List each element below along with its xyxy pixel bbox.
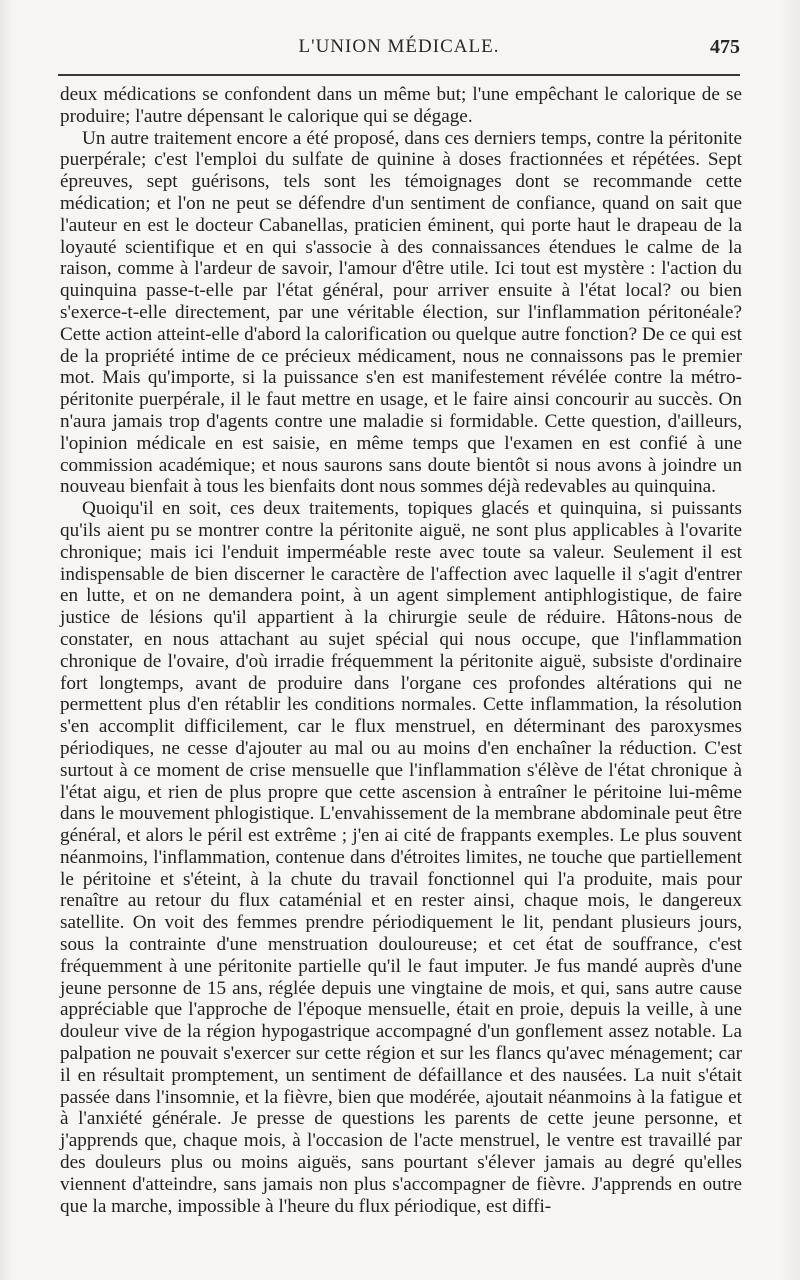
running-title: L'UNION MÉDICALE. — [298, 36, 500, 57]
page-header — [58, 36, 740, 68]
page-number: 475 — [710, 36, 740, 58]
body-text — [60, 84, 742, 1217]
paragraph-continuation: deux médications se confondent dans un même but; l'une empêchant le calorique de se produire; l'autre dépensant le calorique qui se dégage. — [60, 84, 742, 127]
header-rule — [58, 74, 740, 76]
paragraph-quinine-treatment: Un autre traitement encore a été proposé, dans ces derniers temps, contre la péritonite puerpérale; c'est l'emploi du sulfate de quinine à doses fractionnées et répétées. Sept épreuves, sept guérisons, tels sont les témoignages dont se recommande cette médication; et l'on ne peut se défendre d'un sentiment de confiance, quand on sait que l'auteur en est le docteur Cabanellas, praticien éminent, qui porte haut le drapeau de la loyauté scientifique et en qui s'associe à des connaissances étendues le calme de la raison, comme à l'ardeur de savoir, l'amour d'être utile. Ici tout est mystère : l'action du quinquina passe-t-elle par l'état général, pour arriver ensuite à l'état local? ou bien s'exerce-t-elle directement, par une véritable élection, sur l'inflammation péritonéale? Cette action atteint-elle d'abord la calorification ou quelque autre fonction? De ce qui est de la propriété intime de ce précieux médicament, nous ne connaissons pas le premier mot. Mais qu'importe, si la puissance s'en est manifestement révélée contre la métro-péritonite puerpérale, il le faut mettre en usage, et le faire ainsi concourir au succès. On n'aura jamais trop d'agents contre une maladie si formidable. Cette question, d'ailleurs, l'opinion médicale en est saisie, en même temps que l'examen en est confié à une commission académique; et nous saurons sans doute bientôt si nous avons à joindre un nouveau bienfait à tous les bienfaits dont nous sommes déjà redevables au quinquina. — [60, 127, 742, 498]
paragraph-chronic-ovaritis: Quoiqu'il en soit, ces deux traitements, topiques glacés et quinquina, si puissants qu'ils aient pu se montrer contre la péritonite aiguë, ne sont plus applicables à l'ovarite chronique; mais ici l'enduit imperméable reste avec toute sa valeur. Seulement il est indispensable de bien discerner le caractère de l'affection avec laquelle il s'agit d'entrer en lutte, et on ne demandera point, à un agent simplement antiphlogistique, de faire justice de lésions qu'il appartient à la chirurgie seule de réduire. Hâtons-nous de constater, en nous attachant au sujet spécial qui nous occupe, que l'inflammation chronique de l'ovaire, d'où irradie fréquemment la péritonite aiguë, subsiste d'ordinaire fort longtemps, avant de produire dans l'organe ces profondes altérations qui ne permettent plus d'en rétablir les conditions normales. Cette inflammation, la résolution s'en accomplit difficilement, car le flux menstruel, en déterminant des paroxysmes périodiques, ne cesse d'ajouter au mal ou au moins d'en enchaîner la réduction. C'est surtout à ce moment de crise mensuelle que l'inflammation s'élève de l'état chronique à l'état aigu, et rien de plus propre que cette ascension à entraîner le péritoine lui-même dans le mouvement phlogistique. L'envahissement de la membrane abdominale peut être général, et alors le péril est extrême ; j'en ai cité de frappants exemples. Le plus souvent néanmoins, l'inflammation, contenue dans d'étroites limites, ne touche que partiellement le péritoine et s'éteint, à la chute du travail fonctionnel qui l'a produite, mais pour renaître au retour du flux cataménial et en rester ainsi, chaque mois, le dangereux satellite. On voit des femmes prendre périodiquement le lit, pendant plusieurs jours, sous la contrainte d'une menstruation douloureuse; et cet état de souffrance, c'est fréquemment à une péritonite partielle qu'il le faut imputer. Je fus mandé auprès d'une jeune personne de 15 ans, réglée depuis une vingtaine de mois, et qui, sans autre cause appréciable que l'approche de l'époque mensuelle, était en proie, depuis la veille, à une douleur vive de la région hypogastrique accompagné d'un gonflement assez notable. La palpation ne pouvait s'exercer sur cette région et sur les flancs qu'avec ménagement; car il en résultait promptement, un sentiment de défaillance et des nausées. La nuit s'était passée dans l'insomnie, et la fièvre, bien que modérée, ajoutait néanmoins à la fatigue et à l'anxiété générale. Je presse de questions les parents de cette jeune personne, et j'apprends que, chaque mois, à l'occasion de l'acte menstruel, le ventre est travaillé par des douleurs plus ou moins aiguës, sans pourtant s'élever jamais au degré qu'elles viennent d'atteindre, sans jamais non plus s'accompagner de fièvre. J'apprends en outre que la marche, impossible à l'heure du flux périodique, est diffi- — [60, 498, 742, 1217]
